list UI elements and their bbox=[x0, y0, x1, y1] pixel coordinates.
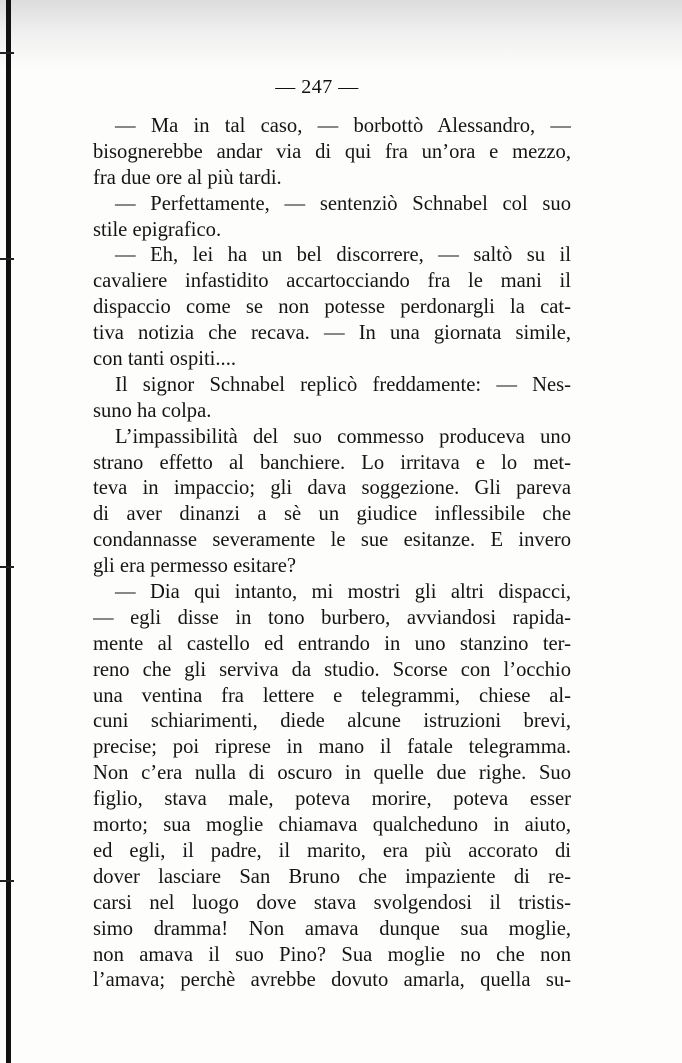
text-line: teva in impaccio; gli dava soggezione. Gli pareva bbox=[93, 477, 571, 500]
text-line: una ventina fra lettere e telegrammi, chiese al- bbox=[93, 684, 571, 707]
page-top-shading bbox=[0, 0, 682, 70]
text-line: gli era permesso esitare? bbox=[93, 555, 296, 578]
text-line: morto; sua moglie chiamava qualcheduno in aiuto, bbox=[93, 814, 571, 837]
body-text bbox=[93, 114, 571, 994]
text-line: strano effetto al banchiere. Lo irritava e lo met- bbox=[93, 451, 571, 474]
text-line: stile epigrafico. bbox=[93, 218, 222, 241]
text-line: l’amava; perchè avrebbe dovuto amarla, quella su- bbox=[93, 969, 571, 992]
text-line: condannasse severamente le sue esitanze. E invero bbox=[93, 529, 571, 552]
text-line: carsi nel luogo dove stava svolgendosi il tristis- bbox=[93, 891, 571, 914]
text-line: fra due ore al più tardi. bbox=[93, 166, 282, 189]
text-line: cuni schiarimenti, diede alcune istruzioni brevi, bbox=[93, 710, 571, 733]
text-line: dover lasciare San Bruno che impaziente di re- bbox=[93, 865, 571, 888]
page-number: — 247 — bbox=[275, 76, 359, 98]
binding-mark bbox=[0, 566, 14, 568]
text-line: simo dramma! Non amava dunque sua moglie, bbox=[93, 917, 571, 940]
text-line: — Ma in tal caso, — borbottò Alessandro, — bbox=[115, 115, 571, 137]
text-line: bisognerebbe andar via di qui fra un’ora e mezzo, bbox=[93, 140, 571, 163]
text-line: — Eh, lei ha un bel discorrere, — saltò su il bbox=[115, 244, 571, 267]
text-line: cavaliere infastidito accartocciando fra le mani il bbox=[93, 270, 571, 293]
text-line: con tanti ospiti.... bbox=[93, 348, 236, 371]
text-line: mente al castello ed entrando in uno stanzino ter- bbox=[93, 632, 571, 655]
binding-mark bbox=[0, 52, 14, 54]
text-line: reno che gli serviva da studio. Scorse con l’occhio bbox=[93, 658, 571, 681]
text-line: — Dia qui intanto, mi mostri gli altri dispacci, bbox=[115, 581, 571, 604]
text-line: non amava il suo Pino? Sua moglie no che non bbox=[93, 943, 571, 966]
text-line: ed egli, il padre, il marito, era più accorato di bbox=[93, 839, 571, 862]
text-line: — egli disse in tono burbero, avviandosi rapida- bbox=[93, 606, 571, 629]
text-line: — Perfettamente, — sentenziò Schnabel col suo bbox=[115, 192, 571, 215]
binding-edge bbox=[6, 0, 11, 1063]
text-line: dispaccio come se non potesse perdonargli la cat- bbox=[93, 296, 571, 319]
text-line: L’impassibilità del suo commesso produceva uno bbox=[115, 425, 571, 448]
text-line: tiva notizia che recava. — In una giornata simile, bbox=[93, 322, 571, 345]
text-line: precise; poi riprese in mano il fatale telegramma. bbox=[93, 736, 571, 759]
binding-mark bbox=[0, 258, 14, 260]
binding-mark bbox=[0, 880, 14, 882]
text-line: Il signor Schnabel replicò freddamente: — Nes- bbox=[115, 373, 571, 396]
text-line: Non c’era nulla di oscuro in quelle due righe. Suo bbox=[93, 762, 571, 785]
text-line: di aver dinanzi a sè un giudice inflessibile che bbox=[93, 503, 571, 526]
text-line: figlio, stava male, poteva morire, poteva esser bbox=[93, 788, 571, 811]
text-line: suno ha colpa. bbox=[93, 399, 212, 422]
